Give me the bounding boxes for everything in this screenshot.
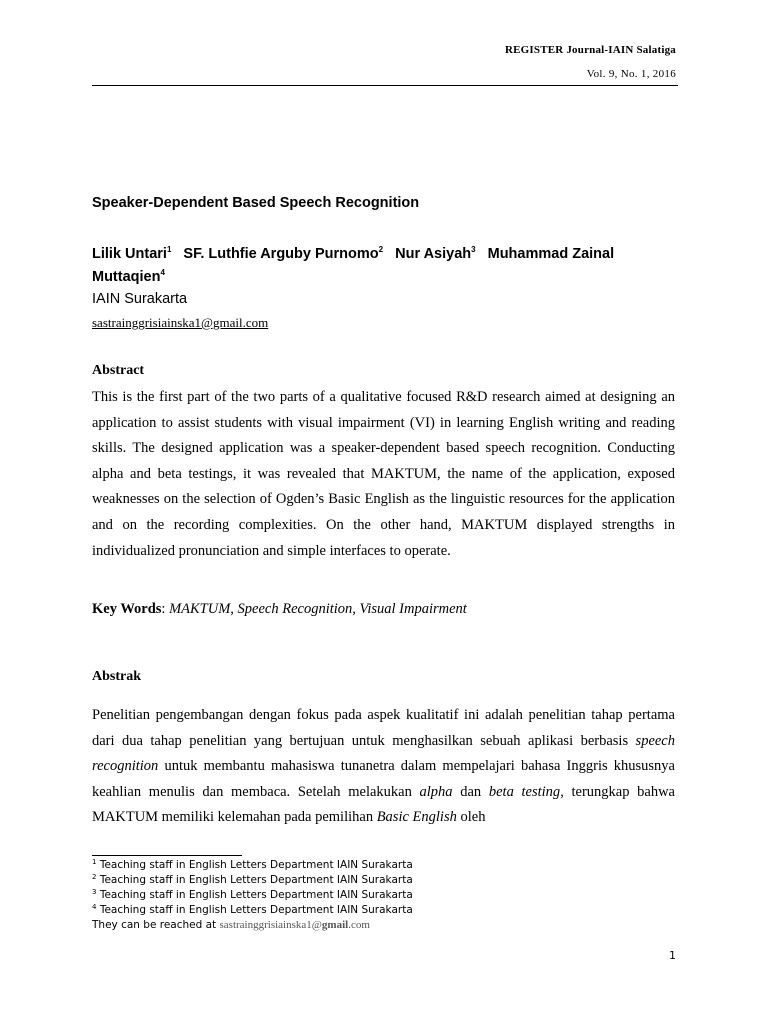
abstrak-heading: Abstrak [92,669,142,684]
header-divider [92,85,678,86]
author-footnote-mark: 2 [378,245,384,254]
author-footnote-mark: 4 [160,268,165,277]
footnote-text: Teaching staff in English Letters Department IAIN Surakarta [99,889,413,901]
footnote-mark: 2 [92,873,97,881]
footnote-mark: 1 [92,858,97,866]
author-name: Lilik Untari [92,246,167,262]
abstrak-italic-term: Basic English [376,809,457,825]
footnote-mark: 4 [92,903,97,911]
abstrak-text-segment: untuk membantu mahasiswa tunanetra dalam mempelajari bahasa Inggris khususnya keahlian menulis dan membaca. Setelah melakukan [92,758,675,800]
page-number: 1 [669,949,676,962]
footnotes [92,858,413,933]
footnote-contact [92,918,413,933]
contact-email-link[interactable] [220,919,370,931]
author-email-link[interactable]: sastrainggrisiainska1@gmail.com [92,315,269,330]
contact-prefix: They can be reached at [92,919,220,931]
author-name: Muhammad Zainal Muttaqien [92,246,615,285]
author-list [92,243,682,289]
contact-email-domain: gmail [321,919,349,931]
author-name: SF. Luthfie Arguby Purnomo [183,246,379,262]
author-footnote-mark: 3 [471,245,476,254]
footnote [92,858,413,873]
abstrak-text-segment: dan [452,783,489,800]
paper-title: Speaker-Dependent Based Speech Recognition [92,195,420,211]
contact-email-tld: .com [348,919,370,931]
author-name: Nur Asiyah [395,246,472,262]
abstrak-italic-term: beta testing [488,783,561,800]
footnote [92,903,413,918]
footnote-text: Teaching staff in English Letters Department IAIN Surakarta [99,874,413,886]
footnote-mark: 3 [92,888,97,896]
footnote [92,888,413,903]
abstrak-text-segment: oleh [456,809,486,825]
keywords-separator: : [161,601,170,617]
abstrak-text [92,703,675,831]
abstrak-italic-term: speech recognition [92,732,675,774]
footnote-divider [92,855,242,856]
footnote-text: Teaching staff in English Letters Department IAIN Surakarta [99,904,413,916]
footnote [92,873,413,888]
author-footnote-mark: 1 [166,245,172,254]
abstrak-italic-term: alpha [419,783,453,800]
keywords [92,601,467,618]
keywords-value: MAKTUM, Speech Recognition, Visual Impairment [169,601,467,617]
abstract-text: This is the first part of the two parts of a qualitative focused R&D research aimed at designing an application to assist students with visual impairment (VI) in learning English writing and reading skills. The designed application was a speaker-dependent based speech recognition. Conducting alpha and beta testings, it was revealed that MAKTUM, the name of the application, exposed weaknesses on the selection of Ogden’s Basic English as the linguistic resources for the application and on the recording complexities. On the other hand, MAKTUM displayed strengths in individualized pronunciation and simple interfaces to operate. [92,389,675,559]
keywords-label: Key Words [92,601,162,617]
journal-name: REGISTER Journal-IAIN Salatiga [504,44,676,56]
abstrak-text-segment: Penelitian pengembangan dengan fokus pada aspek kualitatif ini adalah penelitian tahap pertama dari dua tahap penelitian yang bertujuan untuk menghasilkan sebuah aplikasi berbasis [92,707,675,749]
journal-volume: Vol. 9, No. 1, 2016 [586,68,676,80]
contact-email-user: sastrainggrisiainska1@ [219,919,322,931]
abstrak-text-segment: , terungkap bahwa MAKTUM memiliki kelemahan pada pemilihan [92,783,675,825]
abstract-heading: Abstract [92,363,145,378]
author-affiliation: IAIN Surakarta [92,291,188,307]
footnote-text: Teaching staff in English Letters Department IAIN Surakarta [99,859,413,871]
